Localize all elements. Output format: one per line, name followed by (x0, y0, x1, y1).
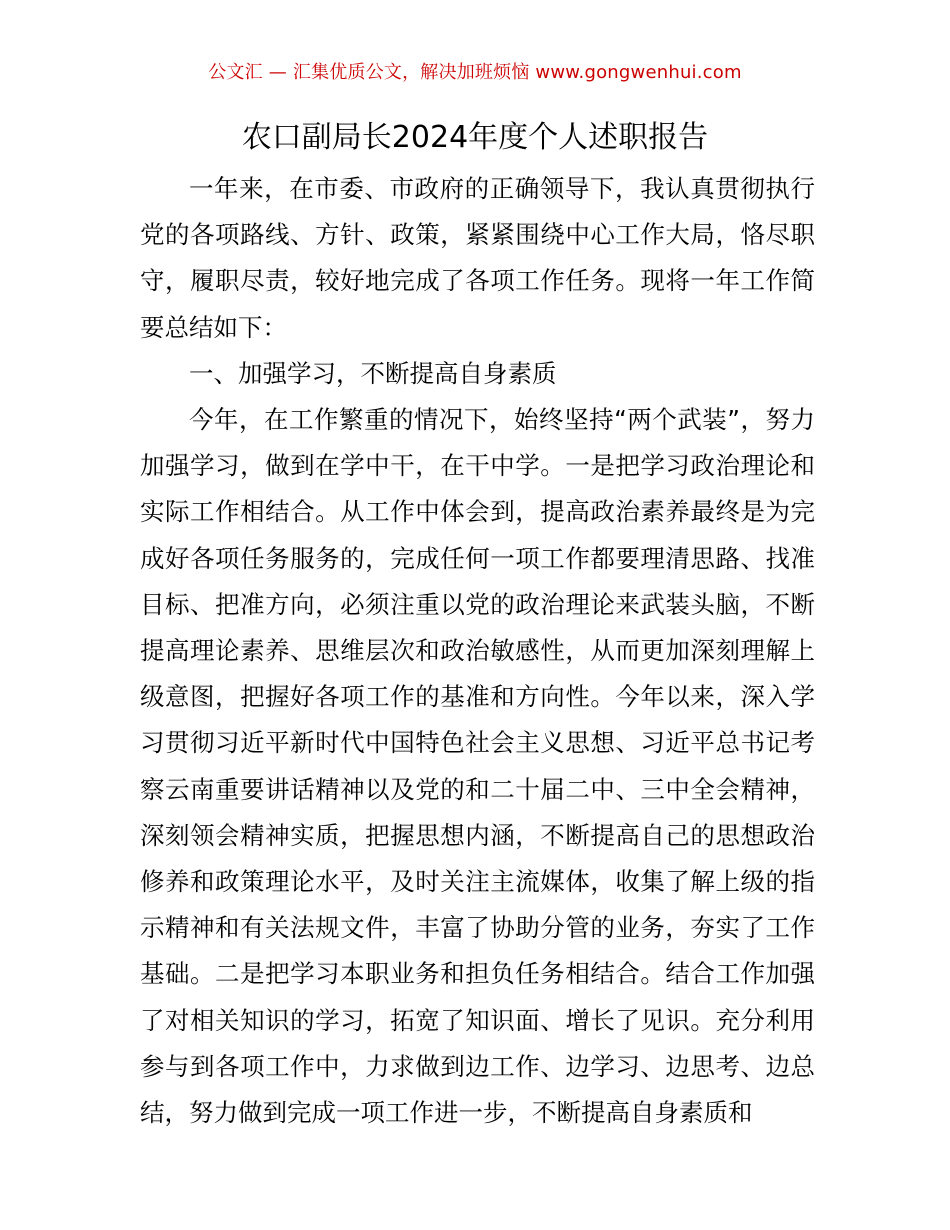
intro-paragraph: 一年来，在市委、市政府的正确领导下，我认真贯彻执行党的各项路线、方针、政策，紧紧围绕中心工作大局，恪尽职守，履职尽责，较好地完成了各项工作任务。现将一年工作简要总结如下： (140, 174, 815, 342)
section-heading-1: 一、加强学习，不断提高自身素质 (189, 358, 557, 388)
section-1-paragraph: 今年，在工作繁重的情况下，始终坚持“两个武装”，努力加强学习，做到在学中干，在干中学。一是把学习政治理论和实际工作相结合。从工作中体会到，提高政治素养最终是为完成好各项任务服务的，完成任何一项工作都要理清思路、找准目标、把准方向，必须注重以党的政治理论来武装头脑，不断提高理论素养、思维层次和政治敏感性，从而更加深刻理解上级意图，把握好各项工作的基准和方向性。今年以来，深入学习贯彻习近平新时代中国特色社会主义思想、习近平总书记考察云南重要讲话精神以及党的和二十届二中、三中全会精神，深刻领会精神实质，把握思想内涵，不断提高自己的思想政治修养和政策理论水平，及时关注主流媒体，收集了解上级的指示精神和有关法规文件，丰富了协助分管的业务，夯实了工作基础。二是把学习本职业务和担负任务相结合。结合工作加强了对相关知识的学习，拓宽了知识面、增长了见识。充分利用参与到各项工作中，力求做到边工作、边学习、边思考、边总结，努力做到完成一项工作进一步，不断提高自身素质和 (140, 405, 815, 1128)
document-body (140, 166, 815, 1136)
watermark-header: 公文汇 — 汇集优质公文，解决加班烦恼 www.gongwenhui.com (208, 62, 742, 83)
document-title: 农口副局长2024年度个人述职报告 (241, 120, 709, 155)
